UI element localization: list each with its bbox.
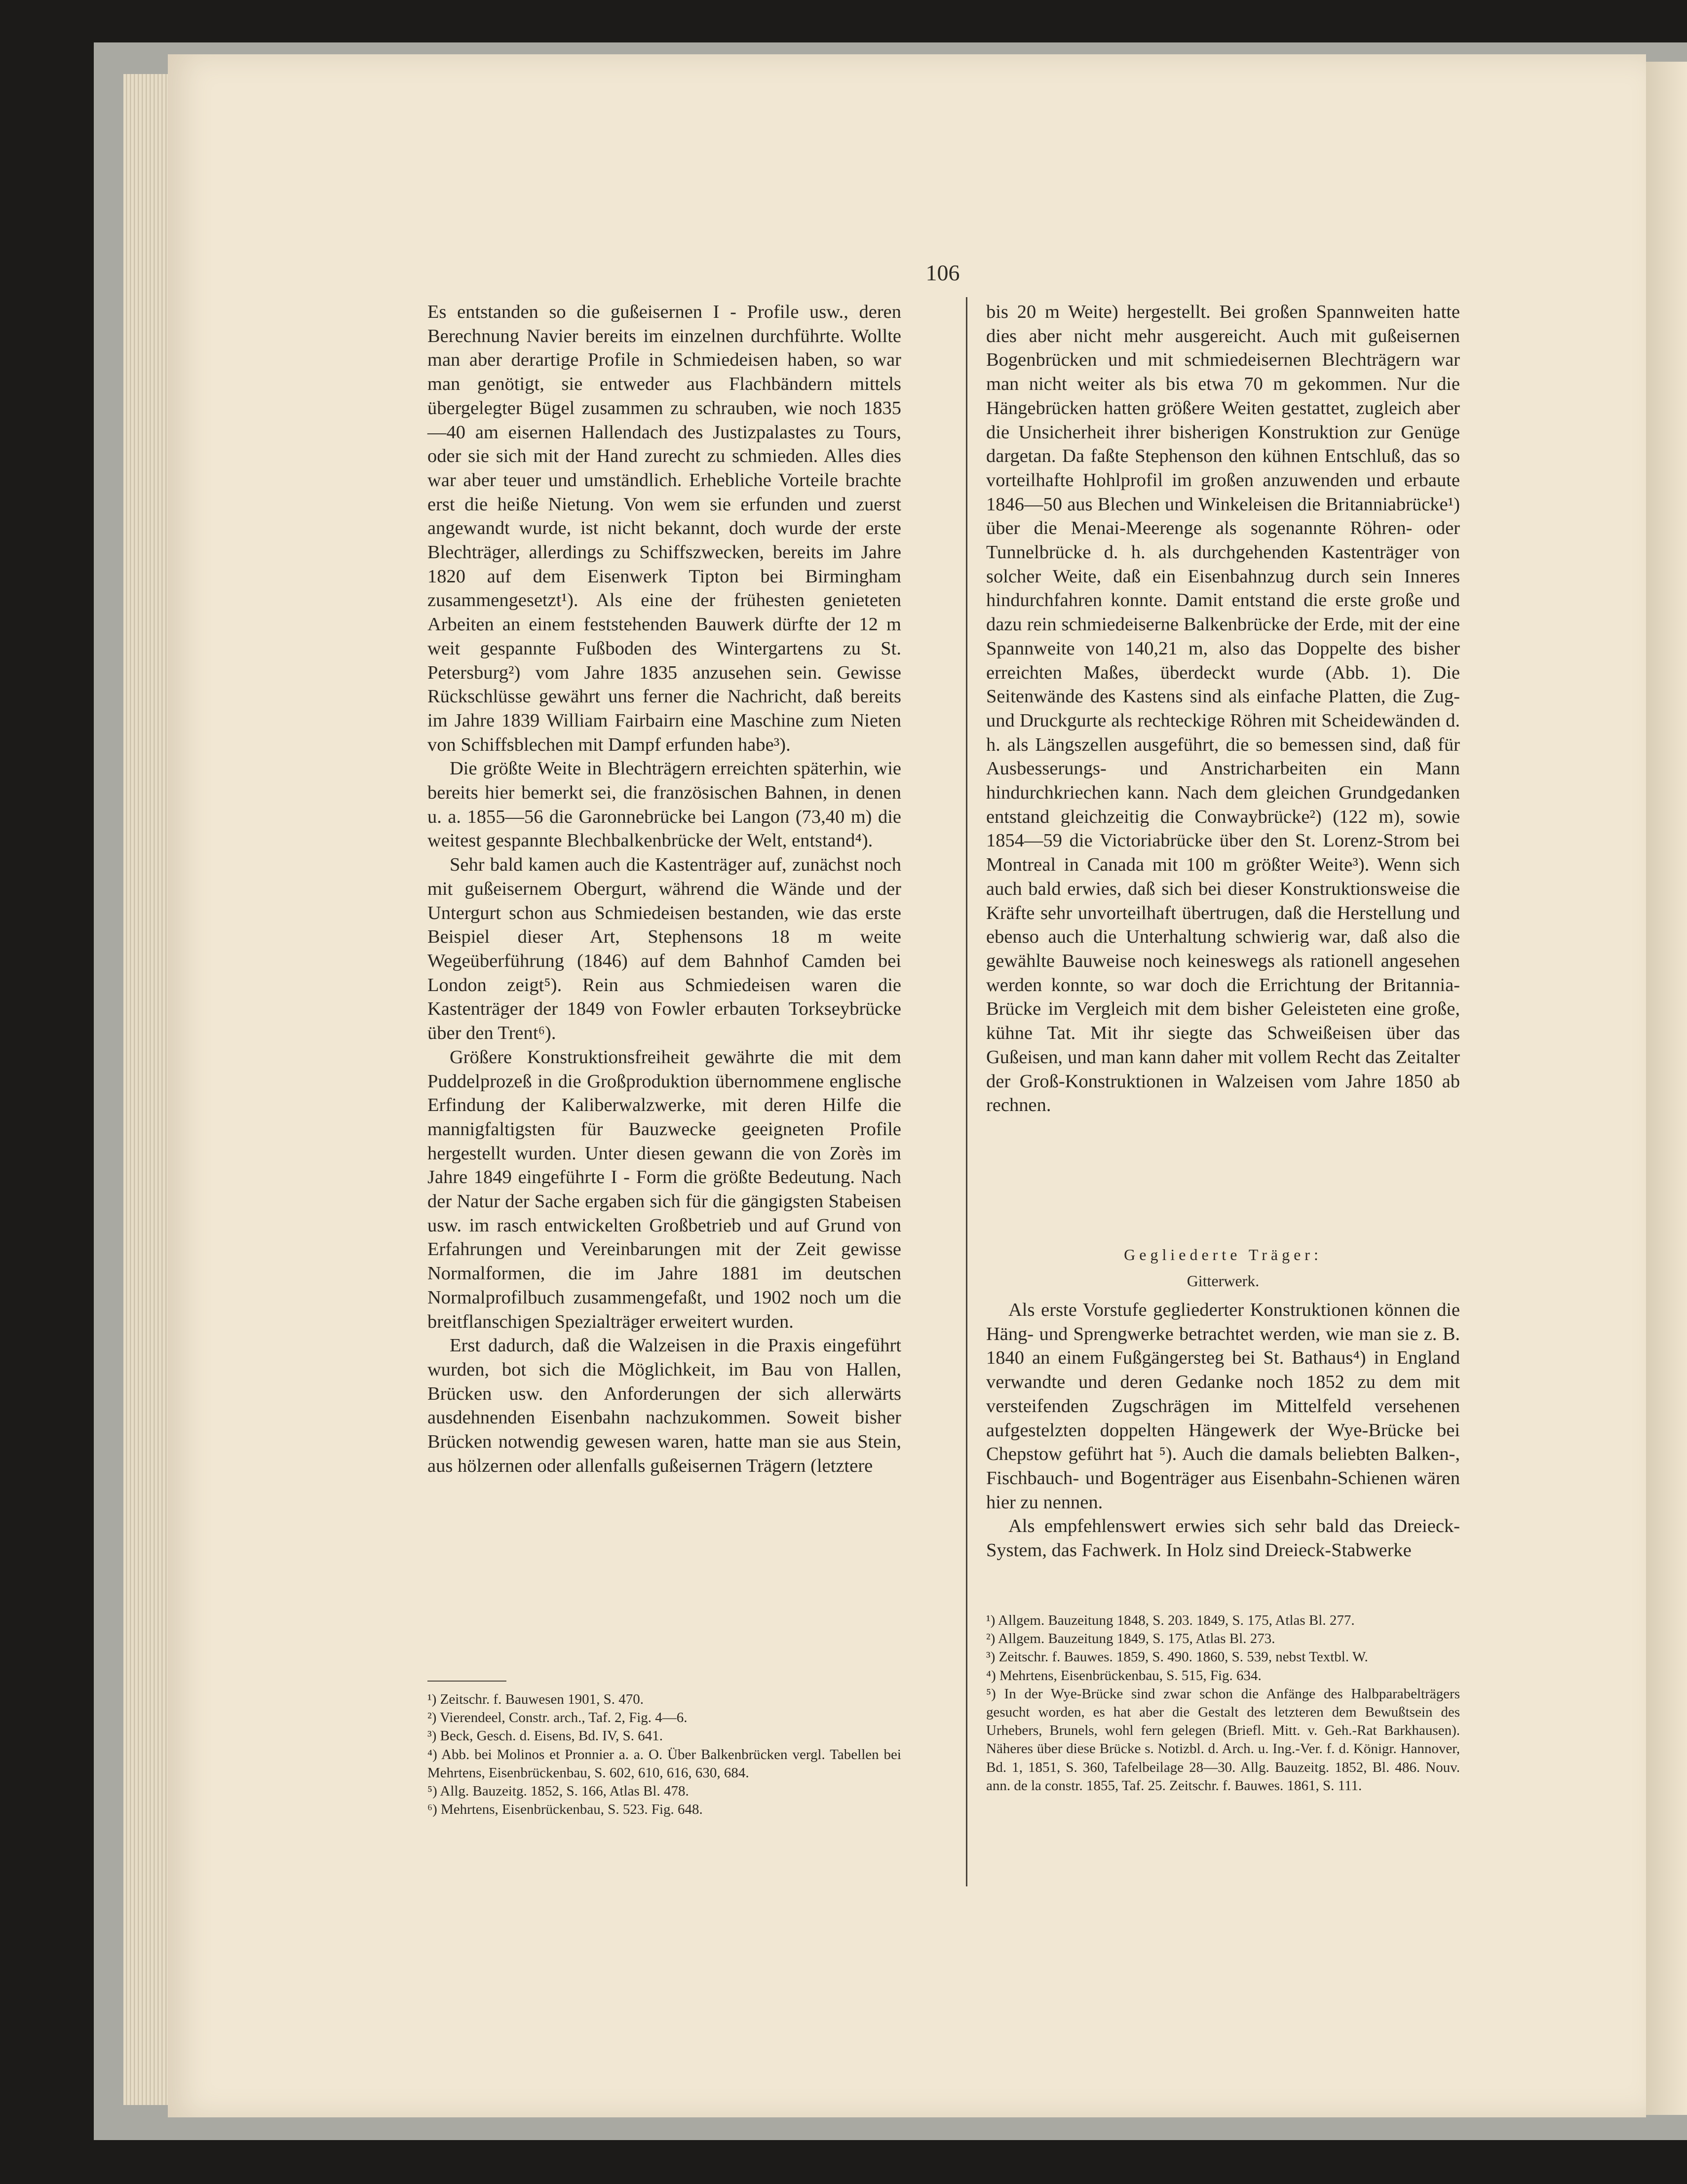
right-paragraph-1: bis 20 m Weite) hergestellt. Bei großen Spannweiten hatte dies aber nicht mehr ausgereicht. Auch mit gußeisernen Bogenbrücken und mit schmiedeisernen Blechträgern war man nicht weiter als bis etwa 70 m gekommen. Nur die Hängebrücken hatten größere Weiten gestattet, zugleich aber die Unsicherheit ihrer bisherigen Konstruktion zur Genüge dargetan. Da faßte Stephenson den kühnen Entschluß, das so vorteilhafte Hohlprofil im großen anzuwenden und erbaute 1846—50 aus Blechen und Winkeleisen die Britanniabrücke¹) über die Menai-Meerenge als sogenannte Röhren- oder Tunnelbrücke d. h. als durchgehenden Kastenträger von solcher Weite, daß ein Eisenbahnzug durch sein Inneres hindurchfahren konnte. Damit entstand die erste große und dazu rein schmiedeiserne Balkenbrücke der Erde, mit der eine Spannweite von 140,21 m, also das Doppelte des bisher erreichten Maßes, überdeckt wurde (Abb. 1). Die Seitenwände des Kastens sind als einfache Platten, die Zug- und Druckgurte als rechteckige Röhren mit Scheidewänden d. h. als Längszellen ausgeführt, die so bemessen sind, daß für Ausbesserungs- und Anstricharbeiten ein Mann hindurchkriechen kann. Nach dem gleichen Grundgedanken entstand gleichzeitig die Conwaybrücke²) (122 m), sowie 1854—59 die Victoriabrücke über den St. Lorenz-Strom bei Montreal in Canada mit 100 m größter Weite³). Wenn sich auch bald erwies, daß sich bei dieser Konstruktionsweise die Kräfte sehr unvorteilhaft übertrugen, daß die Herstellung und ebenso auch die Unterhaltung schwierig war, daß also die gewählte Bauweise noch keineswegs als rationell angesehen werden konnte, so war doch die Errichtung der Britannia-Brücke im Vergleich mit dem bisher Geleisteten eine große, kühne Tat. Mit ihr siegte das Schweißeisen über das Gußeisen, und man kann daher mit vollem Recht das Zeitalter der Groß-Konstruktionen in Walzeisen vom Jahre 1850 ab rechnen. <box>986 302 1460 1116</box>
right-footnote-5: ⁵) In der Wye-Brücke sind zwar schon die Anfänge des Halbparabelträgers gesucht worden, es hat aber die Gestalt des letzteren dem Bewußtsein des Urhebers, Brunels, wohl fern gelegen (Briefl. Mitt. v. Geh.-Rat Barkhausen). Näheres über diese Brücke s. Notizbl. d. Arch. u. Ing.-Ver. f. d. Königr. Hannover, Bd. 1, 1851, S. 360, Tafelbeilage 28—30. Allg. Bauzeitg. 1852, Bl. 486. Nouv. ann. de la constr. 1855, Taf. 25. Zeitschr. f. Bauwes. 1861, S. 111. <box>986 1686 1460 1794</box>
right-footnote-4: ⁴) Mehrtens, Eisenbrückenbau, S. 515, Fig. 634. <box>986 1667 1262 1684</box>
facing-page-edge <box>1646 62 1687 2115</box>
right-footnote-3: ³) Zeitschr. f. Bauwes. 1859, S. 490. 1860, S. 539, nebst Textbl. W. <box>986 1649 1368 1665</box>
left-footnote-4: ⁴) Abb. bei Molinos et Pronnier a. a. O. Über Balkenbrücken vergl. Tabellen bei Mehrtens, Eisenbrückenbau, S. 602, 610, 616, 630, 684. <box>427 1746 901 1781</box>
section-subheading: Gitterwerk. <box>1187 1272 1260 1290</box>
left-paragraph-4: Größere Konstruktionsfreiheit gewährte die mit dem Puddelprozeß in die Großproduktion übernommene englische Erfindung der Kaliberwalzwerke, mit deren Hilfe die mannigfaltigsten für Bauzwecke geeigneten Profile hergestellt wurden. Unter diesen gewann die von Zorès im Jahre 1849 eingeführte I - Form die größte Bedeutung. Nach der Natur der Sache ergaben sich für die gängigsten Stabeisen usw. im rasch entwickelten Großbetrieb und auf Grund von Erfahrungen und Vereinbarungen mit der Zeit gewisse Normalformen, die im Jahre 1881 im deutschen Normalprofilbuch zusammengefaßt, und 1902 noch um die breitflanschigen Spezialträger erweitert wurden. <box>427 1046 901 1332</box>
left-footnote-1: ¹) Zeitschr. f. Bauwesen 1901, S. 470. <box>427 1691 644 1707</box>
right-section-body <box>986 1298 1460 1563</box>
left-paragraph-2: Die größte Weite in Blechträgern erreichten späterhin, wie bereits hier bemerkt sei, die französischen Bahnen, in denen u. a. 1855—56 die Garonnebrücke bei Langon (73,40 m) die weitest gespannte Blechbalkenbrücke der Welt, entstand⁴). <box>427 758 901 851</box>
right-footnotes <box>986 1611 1460 1795</box>
left-paragraph-5: Erst dadurch, daß die Walzeisen in die Praxis eingeführt wurden, bot sich die Möglichkeit, im Bau von Hallen, Brücken usw. den Anforderungen der sich allerwärts ausdehnenden Eisenbahn nachzukommen. Soweit bisher Brücken notwendig gewesen waren, hatte man sie aus Stein, aus hölzernen oder allenfalls gußeisernen Trägern (letztere <box>427 1335 901 1476</box>
left-footnote-2: ²) Vierendeel, Constr. arch., Taf. 2, Fig. 4—6. <box>427 1710 688 1726</box>
left-footnote-6: ⁶) Mehrtens, Eisenbrückenbau, S. 523. Fig. 648. <box>427 1801 703 1818</box>
left-paragraph-3: Sehr bald kamen auch die Kastenträger auf, zunächst noch mit gußeisernem Obergurt, während die Wände und der Untergurt schon aus Schmiedeisen bestanden, wie das erste Beispiel dieser Art, Stephensons 18 m weite Wegeüberführung (1846) auf dem Bahnhof Camden bei London zeigt⁵). Rein aus Schmiedeisen waren die Kastenträger der 1849 von Fowler erbauten Torkseybrücke über den Trent⁶). <box>427 854 901 1044</box>
page-number: 106 <box>925 260 960 285</box>
column-divider <box>966 297 967 1886</box>
right-section-paragraph-1: Als erste Vorstufe gegliederter Konstruktionen können die Häng- und Sprengwerke betrachtet werden, wie man sie z. B. 1840 an einem Fußgängersteg bei St. Bathaus⁴) in England verwandte und deren Gedanke noch 1852 zu dem mit versteifenden Zugschrägen im Mittelfeld versehenen aufgestelzten doppelten Hängewerk der Wye-Brücke bei Chepstow geführt hat ⁵). Auch die damals beliebten Balken-, Fischbauch- und Bogenträger aus Eisenbahn-Schienen wären hier zu nennen. <box>986 1300 1460 1513</box>
right-footnote-1: ¹) Allgem. Bauzeitung 1848, S. 203. 1849, S. 175, Atlas Bl. 277. <box>986 1612 1355 1628</box>
right-section-paragraph-2: Als empfehlenswert erwies sich sehr bald das Dreieck-System, das Fachwerk. In Holz sind Dreieck-Stabwerke <box>986 1516 1460 1561</box>
section-heading: Gegliederte Träger: <box>1124 1246 1322 1264</box>
footnote-rule <box>427 1681 506 1682</box>
left-column <box>427 300 901 1478</box>
left-footnote-3: ³) Beck, Gesch. d. Eisens, Bd. IV, S. 641. <box>427 1728 663 1744</box>
left-footnote-5: ⁵) Allg. Bauzeitg. 1852, S. 166, Atlas Bl. 478. <box>427 1783 689 1800</box>
left-footnotes <box>427 1690 901 1819</box>
right-column <box>986 300 1460 1117</box>
left-paragraph-1: Es entstanden so die gußeisernen I - Profile usw., deren Berechnung Navier bereits im einzelnen durchführte. Wollte man aber derartige Profile in Schmiedeisen haben, so war man genötigt, sie entweder aus Flachbändern mittels übergelegter Bügel zusammen zu schrauben, wie noch 1835—40 am eisernen Hallendach des Justizpalastes zu Tours, oder sie sich mit der Hand zurecht zu schmieden. Alles dies war aber teuer und umständlich. Erhebliche Vorteile brachte erst die heiße Nietung. Von wem sie erfunden und zuerst angewandt wurde, ist nicht bekannt, doch wurde der erste Blechträger, allerdings zu Schiffszwecken, bereits im Jahre 1820 auf dem Eisenwerk Tipton bei Birmingham zusammengesetzt¹). Als eine der frühesten genieteten Arbeiten an einem feststehenden Bauwerk dürfte der 12 m weit gespannte Fußboden des Wintergartens zu St. Petersburg²) vom Jahre 1835 anzusehen sein. Gewisse Rückschlüsse gewährt uns ferner die Nachricht, daß bereits im Jahre 1839 William Fairbairn eine Maschine zum Nieten von Schiffsblechen mit Dampf erfunden habe³). <box>427 302 901 755</box>
right-footnote-2: ²) Allgem. Bauzeitung 1849, S. 175, Atlas Bl. 273. <box>986 1631 1275 1647</box>
